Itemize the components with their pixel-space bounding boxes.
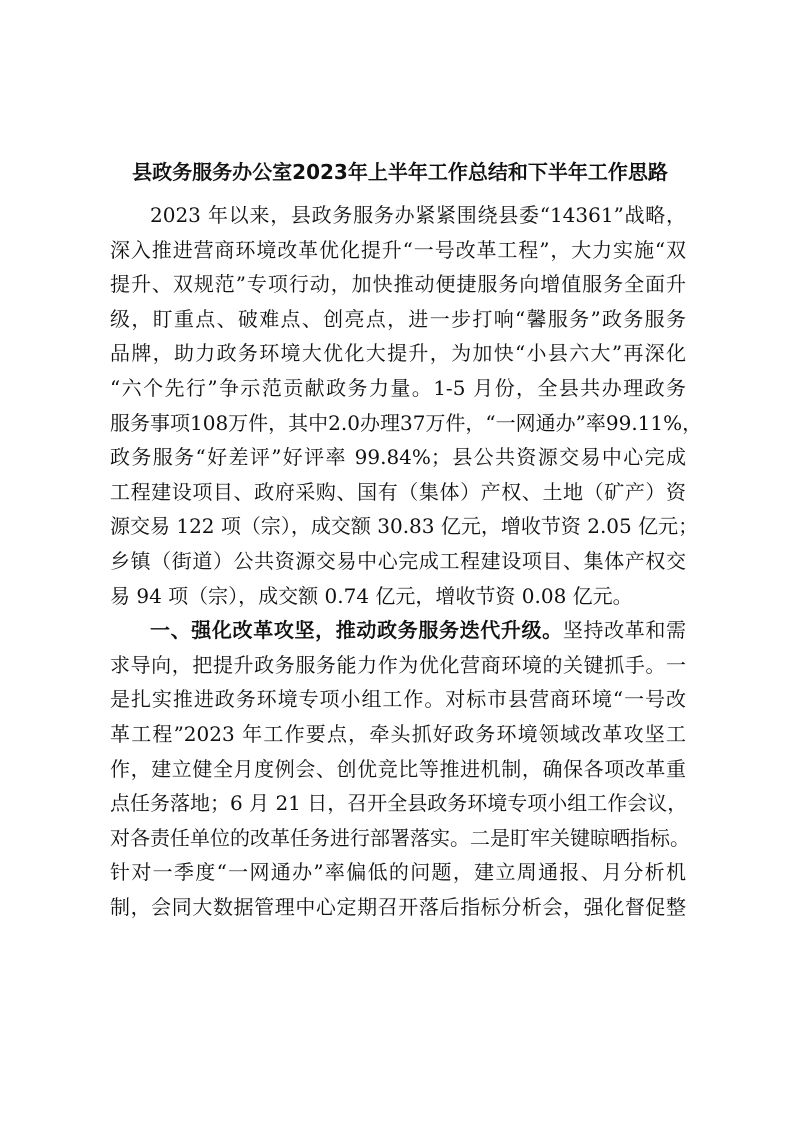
intro-paragraph [110,198,703,613]
text-line: 工程建设项目、政府采购、国有（集体）产权、土地（矿产）资 [110,479,686,504]
section-1-paragraph [110,613,690,924]
text-line: 制，会同大数据管理中心定期召开落后指标分析会，强化督促整 [110,894,686,919]
text-line: 作，建立健全月度例会、创优竞比等推进机制，确保各项改革重 [110,756,686,781]
text-line: 针对一季度“一网通办”率偏低的问题，建立周通报、月分析机 [110,860,686,885]
text-line: 对各责任单位的改革任务进行部署落实。二是盯牢关键晾晒指标。 [110,825,690,850]
text-line: 政务服务“好差评”好评率 99.84%；县公共资源交易中心完成 [110,445,686,470]
text-line: 品牌，助力政务环境大优化大提升，为加快“小县六大”再深化 [110,341,686,366]
section-heading: 一、强化改革攻坚，推动政务服务迭代升级。 [150,618,563,643]
text-line: 求导向，把提升政务服务能力作为优化营商环境的关键抓手。一 [110,652,686,677]
text-line: 服务事项108万件，其中2.0办理37万件，“一网通办”率99.11%， [110,410,703,435]
text-line [110,613,686,648]
text-line: 革工程”2023 年工作要点，牵头抓好政务环境领域改革攻坚工 [110,721,686,746]
text-line: 源交易 122 项（宗），成交额 30.83 亿元，增收节资 2.05 亿元； [110,514,699,539]
text-line: 是扎实推进政务环境专项小组工作。对标市县营商环境“一号改 [110,687,686,712]
document-body [110,198,703,924]
text-line: “六个先行”争示范贡献政务力量。1-5 月份，全县共办理政务 [110,375,686,400]
text-line: 乡镇（街道）公共资源交易中心完成工程建设项目、集体产权交 [110,548,686,573]
text-line: 点任务落地；6 月 21 日，召开全县政务环境专项小组工作会议， [110,791,688,816]
text-line: 级，盯重点、破难点、创亮点，进一步打响“馨服务”政务服务 [110,306,686,331]
document-title: 县政务服务办公室2023年上半年工作总结和下半年工作思路 [132,160,668,184]
text-span: 坚持改革和需 [562,618,687,643]
text-line: 2023 年以来，县政务服务办紧紧围绕县委“14361”战略， [150,203,686,227]
text-line: 深入推进营商环境改革优化提升“一号改革工程”，大力实施“双 [110,237,686,262]
text-line: 提升、双规范”专项行动，加快推动便捷服务向增值服务全面升 [110,272,686,297]
text-line: 易 94 项（宗），成交额 0.74 亿元，增收节资 0.08 亿元。 [110,583,633,608]
